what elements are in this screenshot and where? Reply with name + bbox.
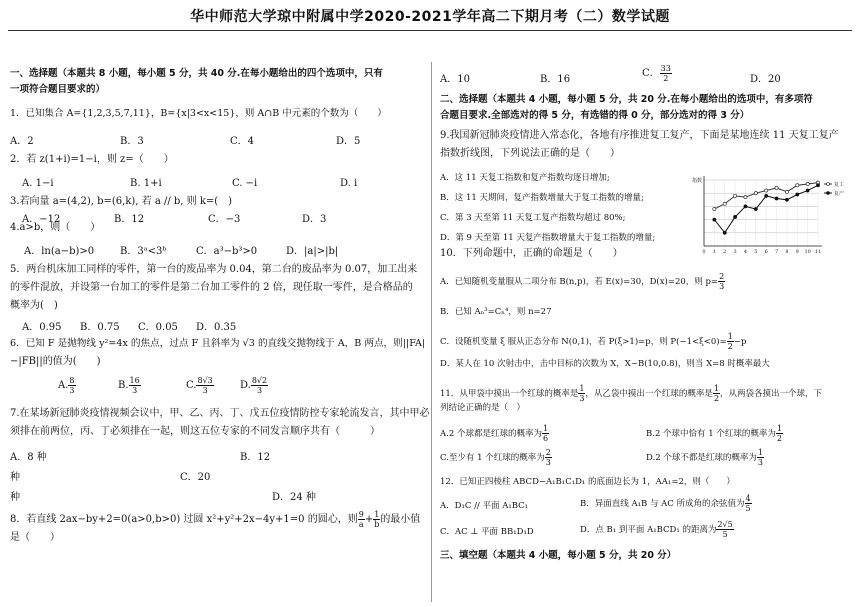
- x-tick-label: 3: [733, 249, 737, 255]
- chart-svg: [690, 172, 850, 260]
- data-point: [723, 202, 726, 205]
- question-5-line1: 5．两台机床加工同样的零件，第一台的废品率为 0.04，第二台的废品率为 0.07，加工出来: [10, 264, 418, 275]
- q7-option-c-unit: 种: [10, 492, 20, 503]
- q4-option-a: A．ln(a−b)>0: [24, 246, 95, 257]
- q1-option-a: A．2: [10, 136, 34, 147]
- q12-option-d: D．点 B₁ 到平面 A₁BCD₁ 的距离为 $\frac{2√5}{5}$: [580, 520, 733, 539]
- data-point: [713, 207, 716, 210]
- x-tick-label: 9: [795, 249, 799, 255]
- q8-option-c: C． $\frac{33}{2}$: [642, 64, 671, 83]
- data-point: [806, 182, 809, 185]
- q5-option-a: A．0.95: [22, 322, 62, 333]
- q1-option-c: C．4: [230, 136, 255, 147]
- q7-option-b: B．12: [240, 452, 271, 463]
- x-tick-label: 11: [814, 249, 822, 255]
- question-4: 4.a>b，则（ ）: [10, 222, 101, 233]
- x-tick-label: 0: [702, 249, 706, 255]
- q9-option-a: A．这 11 天复工指数和复产指数均逐日增加;: [440, 173, 610, 183]
- data-point: [806, 189, 809, 192]
- x-tick-label: 10: [804, 249, 811, 255]
- q6-option-d: D. $\frac{8√2}{3}$: [240, 376, 268, 395]
- question-7-line2: 须排在前两位，丙、丁必须排在一起，则这五位专家的不同发言顺序共有（ ）: [10, 426, 380, 437]
- data-point: [775, 186, 778, 189]
- q12-option-b: B．异面直线 A₁B 与 AC 所成角的余弦值为 $\frac{4}{5}$: [580, 494, 751, 513]
- q9-option-d: D．第 9 天至第 11 天复产指数增量大于复工指数的增量;: [440, 233, 656, 243]
- q7-option-d: D．24 种: [272, 492, 316, 503]
- data-point: [785, 198, 788, 201]
- title-divider: [8, 30, 852, 31]
- q11-option-d: D.2 个球不都是红球的概率为 $\frac{1}{3}$: [646, 448, 763, 467]
- q5-option-d: D．0.35: [196, 322, 237, 333]
- section1-heading: 一、选择题（本题共 8 小题，每小题 5 分，共 40 分.在每小题给出的四个选项中，只有: [10, 68, 383, 79]
- x-tick-label: 2: [723, 249, 727, 255]
- question-9-line2: 指数折线图，下列说法正确的是（ ）: [440, 148, 620, 159]
- q8-option-b: B．16: [540, 74, 571, 85]
- data-point: [733, 215, 736, 218]
- question-7-line1: 7.在某场新冠肺炎疫情视频会议中，甲、乙、丙、丁、戊五位疫情防控专家轮流发言，其中甲必: [10, 408, 430, 419]
- legend-marker: [827, 183, 830, 186]
- legend-label: 复产: [834, 191, 845, 197]
- q5-option-c: C．0.05: [138, 322, 178, 333]
- question-12: 12．已知正四棱柱 ABCD−A₁B₁C₁D₁ 的底面边长为 1，AA₁=2，则（ ）: [440, 477, 735, 487]
- x-tick-label: 7: [774, 249, 779, 255]
- q3-option-c: C．−3: [208, 214, 241, 225]
- q8-option-d: D．20: [750, 74, 781, 85]
- question-3: 3.若向量 a=(4,2), b=(6,k), 若 a // b, 则 k=( ): [10, 196, 233, 207]
- question-6-line1: 6．已知 F 是抛物线 y²=4x 的焦点，过点 F 且斜率为 √3 的直线交抛物线于 A，B 两点，则||FA|: [10, 338, 426, 349]
- q12-option-c: C．AC ⊥ 平面 BB₁D₁D: [440, 527, 534, 537]
- data-point: [785, 190, 788, 193]
- q10-option-d: D．某人在 10 次射击中，击中目标的次数为 X，X~B(10,0.8)，则当 X=8 时概率最大: [440, 359, 770, 369]
- data-point: [765, 194, 768, 197]
- q1-option-d: D．5: [336, 136, 361, 147]
- x-tick-label: 6: [764, 249, 768, 255]
- column-divider: [431, 62, 432, 602]
- question-5-line3: 概率为( ): [10, 300, 58, 311]
- q2-option-a: A. 1−i: [22, 178, 54, 189]
- q11-option-c: C.至少有 1 个红球的概率为 $\frac{2}{3}$: [440, 448, 551, 467]
- q9-option-c: C．第 3 天至第 11 天复工复产指数均超过 80%;: [440, 213, 626, 223]
- recovery-index-chart: [690, 172, 850, 260]
- q7-option-a: A．8 种: [10, 452, 47, 463]
- legend-marker: [827, 192, 830, 195]
- question-5-line2: 的零件混放，并设第一台加工的零件是第二台加工零件的 2 倍，现任取一零件，是合格品的: [10, 282, 413, 293]
- q7-option-b-unit: 种: [10, 472, 20, 483]
- question-2: 2．若 z(1+i)=1−i，则 z=（ ）: [10, 154, 174, 165]
- q10-option-b: B．已知 Aₙ³=Cₙ⁴，则 n=27: [440, 307, 552, 317]
- question-11-line1: 11．从甲袋中摸出一个红球的概率是 $\frac{1}{3}$ ，从乙袋中摸出一个红球的概率是 $\frac{1}{2}$ ，从两袋各摸出一个球，下: [440, 384, 823, 403]
- q5-option-b: B．0.75: [80, 322, 120, 333]
- q3-option-b: B．12: [114, 214, 145, 225]
- x-tick-label: 8: [785, 249, 789, 255]
- section1-heading-cont: 一项符合题目要求的）: [10, 84, 106, 95]
- q11-option-b: B.2 个球中恰有 1 个红球的概率为 $\frac{1}{2}$: [646, 424, 782, 443]
- y-axis-label: 指数: [692, 178, 703, 184]
- data-point: [723, 231, 726, 234]
- data-point: [765, 189, 768, 192]
- q4-option-d: D．|a|>|b|: [286, 246, 339, 257]
- q4-option-c: C．a³−b³>0: [196, 246, 258, 257]
- data-point: [754, 192, 757, 195]
- q2-option-d: D. i: [340, 178, 358, 189]
- q6-option-a: A. $\frac{8}{3}$: [58, 376, 75, 395]
- data-point: [733, 194, 736, 197]
- section2-heading-cont: 合题目要求.全部选对的得 5 分，有选错的得 0 分，部分选对的得 3 分）: [440, 110, 750, 121]
- question-8-line1: 8．若直线 2ax−by+2=0(a>0,b>0) 过圆 x²+y²+2x−4y+1=0 的圆心，则 $\frac{9}{a}$ + $\frac{1}{b}$ 的最小值: [10, 510, 421, 529]
- question-10: 10．下列命题中，正确的命题是（ ）: [440, 248, 623, 259]
- q6-option-c: C. $\frac{8√3}{3}$: [186, 376, 213, 395]
- q11-option-a: A.2 个球都是红球的概率为 $\frac{1}{6}$: [440, 424, 549, 443]
- data-point: [816, 184, 819, 187]
- data-point: [775, 197, 778, 200]
- q9-option-b: B．这 11 天期间，复产指数增量大于复工指数的增量;: [440, 193, 644, 203]
- data-point: [796, 193, 799, 196]
- exam-title: 华中师范大学琼中附属中学2020-2021学年高二下期月考（二）数学试题: [190, 9, 670, 25]
- x-tick-label: 4: [743, 249, 748, 255]
- q3-option-a: A．−12: [22, 214, 61, 225]
- q1-option-b: B．3: [120, 136, 144, 147]
- q10-option-a: A．已知随机变量服从二项分布 B(n,p)，若 E(x)=30，D(x)=20，则 p= $\frac{2}{3}$: [440, 272, 725, 291]
- data-point: [744, 205, 747, 208]
- question-9-line1: 9.我国新冠肺炎疫情进入常态化，各地有序推进复工复产，下面是某地连续 11 天复工复产: [440, 130, 839, 141]
- data-point: [713, 218, 716, 221]
- section3-heading: 三、填空题（本题共 4 小题，每小题 5 分，共 20 分）: [440, 550, 677, 561]
- data-point: [796, 184, 799, 187]
- q3-option-d: D．3: [302, 214, 327, 225]
- x-tick-label: 1: [712, 249, 716, 255]
- question-11-line2: 列结论正确的是（ ）: [440, 403, 526, 413]
- legend-label: 复工: [834, 182, 845, 188]
- section2-heading: 二、选择题（本题共 4 小题，每小题 5 分，共 20 分.在每小题给出的选项中，有多项符: [440, 94, 813, 105]
- question-1: 1．已知集合 A={1,2,3,5,7,11}，B={x|3<x<15}，则 A∩B 中元素的个数为（ ）: [10, 108, 387, 119]
- data-point: [744, 196, 747, 199]
- q2-option-c: C. −i: [232, 178, 258, 189]
- q4-option-b: B．3ᵃ<3ᵇ: [120, 246, 167, 257]
- question-8-line2: 是（ ）: [10, 532, 60, 543]
- q12-option-a: A．D₁C // 平面 A₁BC₁: [440, 501, 529, 511]
- q2-option-b: B. 1+i: [130, 178, 162, 189]
- q8-option-a: A．10: [440, 74, 470, 85]
- q10-option-c: C．设随机变量 ξ 服从正态分布 N(0,1)，若 P(ξ>1)=p，则 P(−1<ξ<0)= $\frac{1}{2}$ −p: [440, 332, 747, 351]
- data-point: [754, 207, 757, 210]
- q7-option-c: C．20: [180, 472, 211, 483]
- x-tick-label: 5: [754, 249, 758, 255]
- q6-option-b: B. $\frac{16}{3}$: [118, 376, 140, 395]
- question-6-line2: −|FB||的值为( ): [10, 356, 101, 367]
